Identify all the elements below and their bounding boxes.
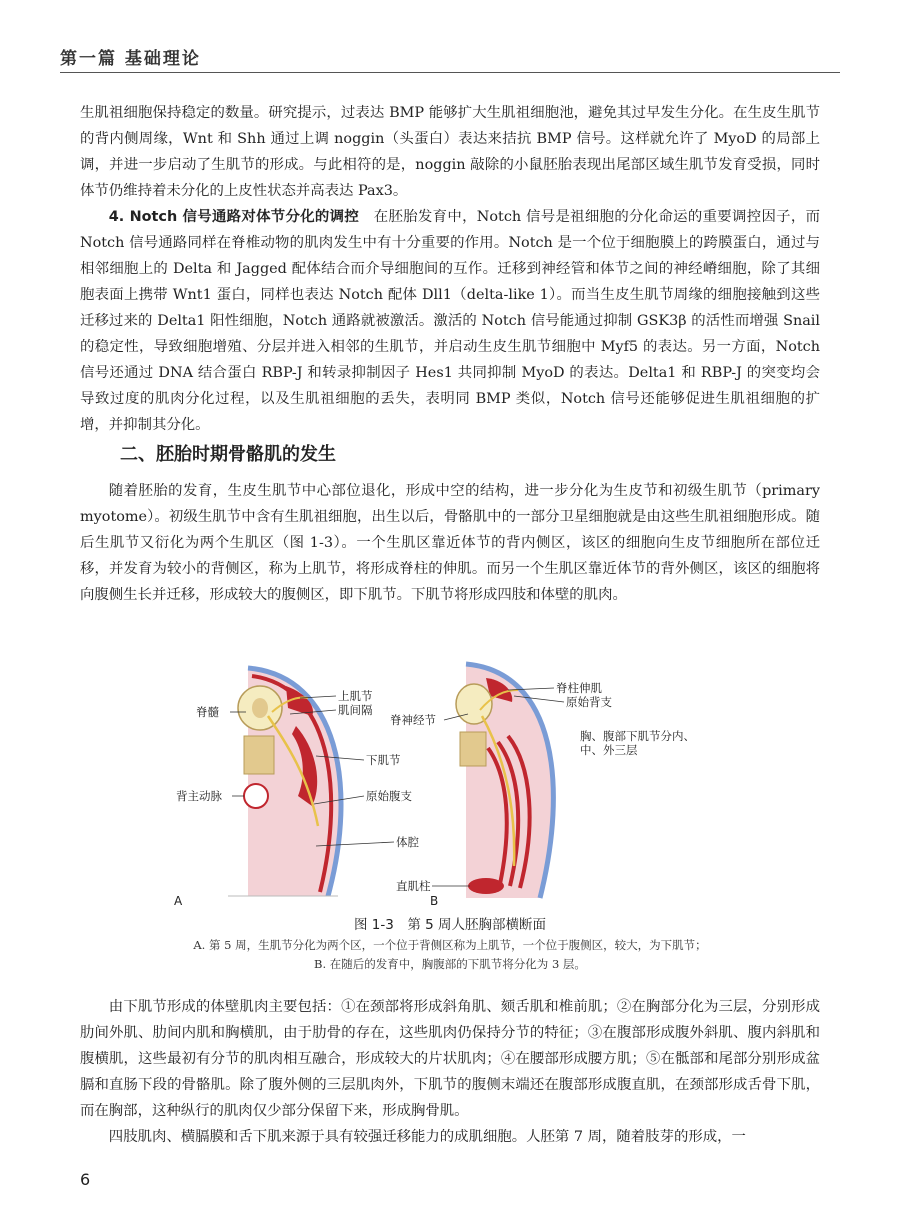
label-spinal-nerve: 脊神经节 [390,713,436,727]
figure-caption-line-1: A. 第 5 周，生肌节分化为两个区，一个位于背侧区称为上肌节，一个位于腹侧区，较大，为下肌节； [193,938,707,952]
page-number: 6 [80,1170,91,1189]
figure-illustration [168,656,728,912]
header-title: 第一篇 基础理论 [60,49,201,69]
paragraph-5: 四肢肌肉、横膈膜和舌下肌来源于具有较强迁移能力的成肌细胞。人胚第 7 周，随着肢芽的形成，一 [108,1129,746,1145]
label-dorsal-aorta: 背主动脉 [176,789,222,803]
paragraph-3: 随着胚胎的发育，生皮生肌节中心部位退化，形成中空的结构，进一步分化为生皮节和初级生肌节（primary myotome）。初级生肌节中含有生肌祖细胞，出生以后，骨骼肌中的一部分卫星细胞就是由这些生肌祖细胞形成。随后生肌节又衍化为两个生肌区（图 1-3）。一个生肌区靠近体节的背内侧区，该区的细胞向生皮节细胞所在部位迁移，并发育为较小的背侧区，称为上肌节，将形成脊柱的伸肌。而另一个生肌区靠近体节的背外侧区，该区的细胞将向腹侧生长并迁移，形成较大的腹侧区，即下肌节。下肌节将形成四肢和体壁的肌肉。 [80,483,820,603]
label-epimere: 上肌节 [338,689,373,703]
panel-a-letter: A [174,894,183,908]
section-title: 二、胚胎时期骨骼肌的发生 [120,444,336,465]
label-primary-ventral-branch: 原始腹支 [366,789,412,803]
paragraph-2 [80,204,820,438]
panel-b-letter: B [430,894,439,908]
paragraph-4: 由下肌节形成的体壁肌肉主要包括：①在颈部将形成斜角肌、颏舌肌和椎前肌；②在胸部分化为三层，分别形成肋间外肌、肋间内肌和胸横肌，由于肋骨的存在，这些肌肉仍保持分节的特征；③在腹部形成腹外斜肌、腹内斜肌和腹横肌，这些最初有分节的肌肉相互融合，形成较大的片状肌肉；④在腰部形成腰方肌；⑤在骶部和尾部分别形成盆膈和直肠下段的骨骼肌。除了腹外侧的三层肌肉外，下肌节的腹侧末端还在腹部形成腹直肌，在颈部形成舌骨下肌，而在胸部，这种纵行的肌肉仅少部分保留下来，形成胸骨肌。 [80,999,820,1119]
paragraph-2-body: 在胚胎发育中，Notch 信号是祖细胞的分化命运的重要调控因子，而 Notch 信号通路同样在脊椎动物的肌肉发生中有十分重要的作用。Notch 是一个位于细胞膜上的跨膜蛋白，通过与相邻细胞上的 Delta 和 Jagged 配体结合而介导细胞间的互作。迁移到神经管和体节之间的神经嵴细胞，除了其细胞表面上携带 Wnt1 蛋白，同样也表达 Notch 配体 Dll1（delta-like 1）。而当生皮生肌节周缘的细胞接触到这些迁移过来的 Delta1 阳性细胞，Notch 通路就被激活。激活的 Notch 信号能通过抑制 GSK3β 的活性而增强 Snail 的稳定性，导致细胞增殖、分层并进入相邻的生肌节，并启动生皮生肌节细胞中 Myf5 的表达。另一方面，Notch 信号还通过 DNA 结合蛋白 RBP-J 和转录抑制因子 Hes1 共同抑制 MyoD 的表达。Delta1 和 RBP-J 的突变均会导致过度的肌肉分化过程，以及生肌祖细胞的丢失，表明同 BMP 类似，Notch 信号还能够促进生肌祖细胞的扩增，并抑制其分化。 [80,209,820,433]
label-rectus-column: 直肌柱 [396,879,431,893]
label-three-layers-2: 中、外三层 [580,743,638,757]
figure-caption-line-2: B. 在随后的发育中，胸腹部的下肌节将分化为 3 层。 [314,957,586,971]
label-spinal-cord: 脊髓 [196,705,219,719]
paragraph-1: 生肌祖细胞保持稳定的数量。研究提示，过表达 BMP 能够扩大生肌祖细胞池，避免其过早发生分化。在生皮生肌节的背内侧周缘，Wnt 和 Shh 通过上调 noggin（头蛋白）表达来拮抗 BMP 信号。这样就允许了 MyoD 的局部上调，并进一步启动了生肌节的形成。与此相符的是，noggin 敲除的小鼠胚胎表现出尾部区域生肌节发育受损，同时体节仍维持着未分化的上皮性状态并高表达 Pax3。 [80,105,820,199]
panel-a-drawing [228,668,341,896]
paragraph-2-heading: 4. Notch 信号通路对体节分化的调控 [108,209,360,225]
label-spinal-extensor: 脊柱伸肌 [556,681,602,695]
figure-1-3 [168,656,728,912]
label-three-layers-1: 胸、腹部下肌节分内、 [580,729,695,743]
figure-caption-title: 图 1-3 第 5 周人胚胸部横断面 [353,917,546,933]
label-body-cavity: 体腔 [396,835,419,849]
label-hypomere: 下肌节 [366,753,401,767]
page-header [60,38,840,73]
label-primary-dorsal-branch: 原始背支 [566,695,612,709]
label-intermyotomal-septum: 肌间隔 [338,703,373,717]
